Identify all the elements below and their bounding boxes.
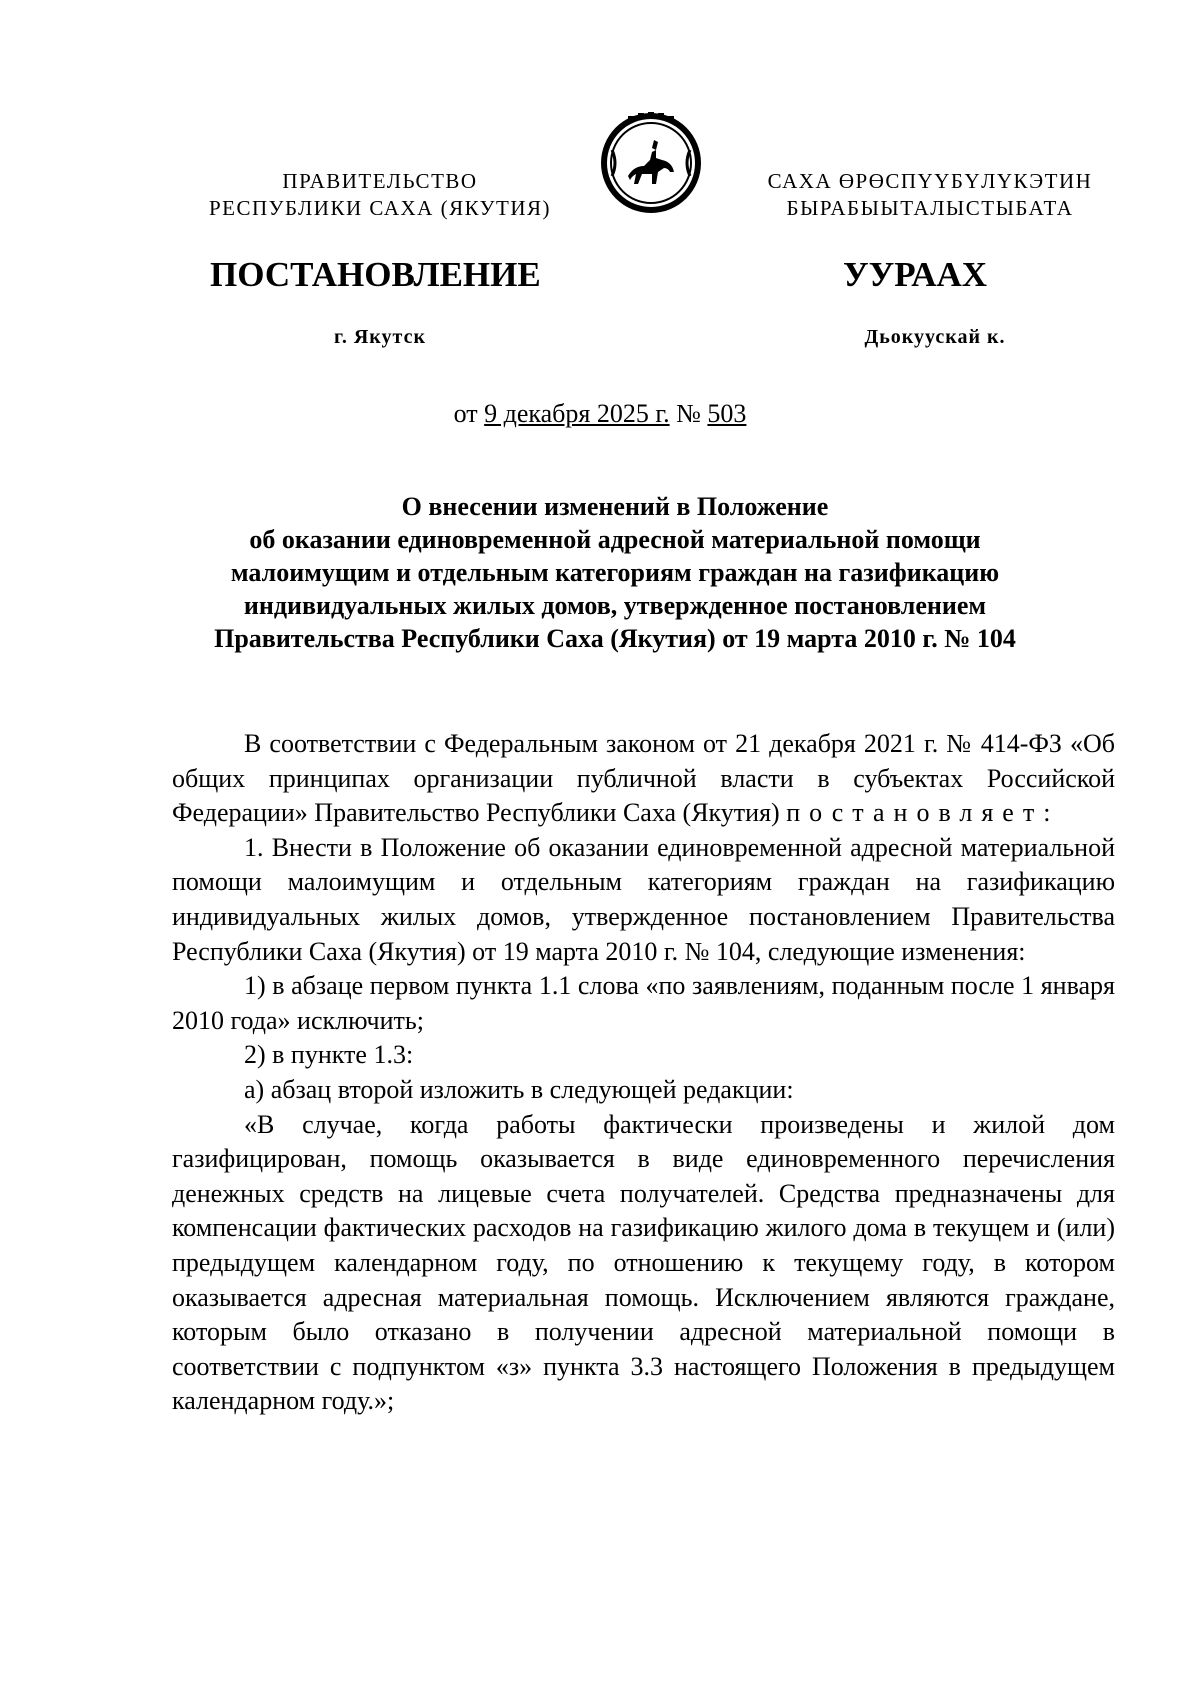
resolves-word: постановляет: <box>786 798 1060 828</box>
paragraph-subitem-1: 1) в абзаце первом пункта 1.1 слова «по заявлениям, поданным после 1 января 2010 года» исключить; <box>172 971 1115 1035</box>
city-sakha: Дьокуускай к. <box>864 326 1006 348</box>
paragraph-preamble <box>172 727 1115 831</box>
header-left-line1: ПРАВИТЕЛЬСТВО <box>282 169 478 193</box>
title-line: Правительства Республики Саха (Якутия) от 19 марта 2010 г. № 104 <box>214 624 1016 653</box>
document-number: 503 <box>707 399 747 428</box>
preamble-text: В соответствии с Федеральным законом от 21 декабря 2021 г. № 414-ФЗ «Об общих принципах организации публичной власти в субъектах Российской Федерации» Правительство Республики Саха (Якутия) <box>172 729 1115 828</box>
doc-type-ru: ПОСТАНОВЛЕНИЕ <box>210 255 541 294</box>
doc-type-sakha: УУРААХ <box>842 255 988 294</box>
date-line <box>0 398 1200 430</box>
paragraph-item-1: 1. Внести в Положение об оказании единовременной адресной материальной помощи малоимущим и отдельным категориям граждан на газификацию индивидуальных жилых домов, утвержденное постановлением Правительства Республики Саха (Якутия) от 19 марта 2010 г. № 104, следующие изменения: <box>172 832 1115 966</box>
paragraph-subitem-2: 2) в пункте 1.3: <box>244 1040 414 1070</box>
header-right <box>720 168 1140 222</box>
document-title <box>150 490 1080 655</box>
header-left <box>170 168 590 222</box>
title-line: индивидуальных жилых домов, утвержденное постановлением <box>243 591 987 620</box>
title-line: О внесении изменений в Положение <box>401 492 829 521</box>
title-line: малоимущим и отдельным категориям граждан на газификацию <box>230 558 1000 587</box>
paragraph-subitem-a: а) абзац второй изложить в следующей редакции: <box>244 1074 794 1104</box>
city-ru: г. Якутск <box>334 326 426 348</box>
header-right-line1: САХА ӨРӨСПҮҮБҮЛҮКЭТИН <box>767 169 1093 193</box>
title-line: об оказании единовременной адресной материальной помощи <box>249 525 981 554</box>
header-left-line2: РЕСПУБЛИКИ САХА (ЯКУТИЯ) <box>208 196 552 220</box>
paragraph-quote: «В случае, когда работы фактически произведены и жилой дом газифицирован, помощь оказывается в виде единовременного перечисления денежных средств на лицевые счета получателей. Средства предназначены для компенсации фактических расходов на газификацию жилого дома в текущем и (или) предыдущем календарном году, по отношению к текущему году, в котором оказывается адресная материальная помощь. Исключением являются граждане, которым было отказано в получении адресной материальной помощи в соответствии с подпунктом «з» пункта 3.3 настоящего Положения в предыдущем календарном году.»; <box>172 1109 1115 1416</box>
coat-of-arms-icon <box>598 110 704 216</box>
document-date: 9 декабря 2025 г. <box>484 399 670 428</box>
date-prefix: от <box>453 399 485 428</box>
document-body <box>172 727 1115 1419</box>
number-sign: № <box>669 399 708 428</box>
header-right-line2: БЫРАБЫЫТАЛЫСТЫБАТА <box>786 196 1074 220</box>
